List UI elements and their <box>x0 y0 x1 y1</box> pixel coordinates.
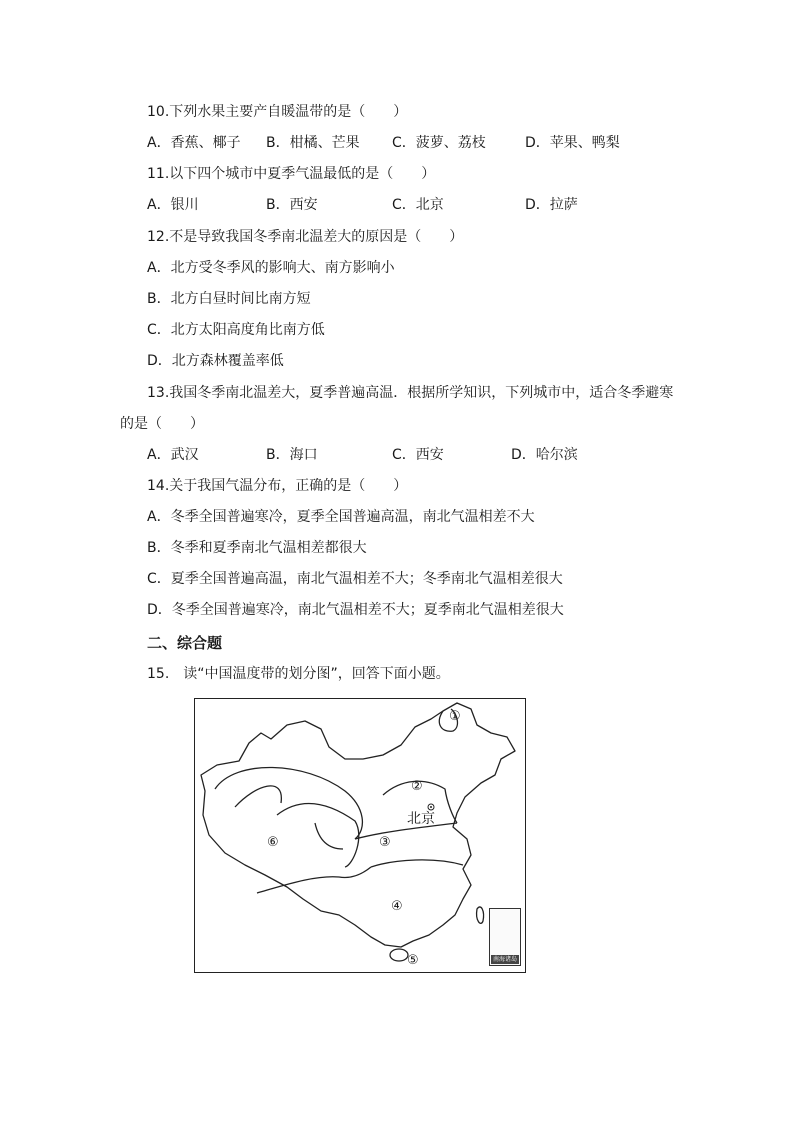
china-outline <box>201 703 515 947</box>
q10-option-a: A．香蕉、椰子 <box>147 135 241 151</box>
zone-label-6: ⑥ <box>267 835 279 850</box>
zone-label-3: ③ <box>379 835 391 850</box>
zone-line-3 <box>277 804 359 867</box>
zone-label-4: ④ <box>391 899 403 914</box>
question-13-stem: 13.我国冬季南北温差大，夏季普遍高温．根据所学知识，下列城市中，适合冬季避寒 <box>147 385 674 401</box>
question-14-stem: 14.关于我国气温分布，正确的是（ ） <box>147 478 408 494</box>
q12-option-a: A．北方受冬季风的影响大、南方影响小 <box>147 260 395 276</box>
south-china-sea-inset <box>489 908 521 966</box>
q10-option-b: B．柑橘、芒果 <box>266 135 360 151</box>
zone-line-5 <box>355 823 457 839</box>
question-15-stem: 15. 读“中国温度带的划分图”，回答下面小题。 <box>147 666 450 682</box>
question-12-stem: 12.不是导致我国冬季南北温差大的原因是（ ） <box>147 229 464 245</box>
q11-option-b: B．西安 <box>266 197 318 213</box>
zone-label-2: ② <box>411 779 423 794</box>
q13-option-d: D．哈尔滨 <box>511 447 578 463</box>
zone-line-2 <box>235 786 281 807</box>
q10-option-c: C．菠萝、荔枝 <box>392 135 486 151</box>
q14-option-b: B．冬季和夏季南北气温相差都很大 <box>147 540 367 556</box>
q12-option-b: B．北方白昼时间比南方短 <box>147 291 311 307</box>
taiwan-island <box>477 907 484 923</box>
q14-option-d: D．冬季全国普遍寒冷，南北气温相差不大；夏季南北气温相差很大 <box>147 602 564 618</box>
question-13-stem-cont: 的是（ ） <box>120 416 204 432</box>
zone-line-7 <box>371 860 463 867</box>
question-11-stem: 11.以下四个城市中夏季气温最低的是（ ） <box>147 166 436 182</box>
china-temperature-zone-map <box>194 698 526 973</box>
city-label-beijing: 北京 <box>407 811 435 827</box>
inset-label: 南海诸岛 <box>492 956 517 963</box>
hainan-island <box>390 949 408 961</box>
q10-option-d: D．苹果、鸭梨 <box>525 135 620 151</box>
q13-option-c: C．西安 <box>392 447 444 463</box>
zone-label-5: ⑤ <box>407 953 419 968</box>
q14-option-c: C．夏季全国普遍高温，南北气温相差不大；冬季南北气温相差很大 <box>147 571 563 587</box>
question-10-stem: 10.下列水果主要产自暖温带的是（ ） <box>147 104 408 120</box>
q13-option-a: A．武汉 <box>147 447 199 463</box>
q14-option-a: A．冬季全国普遍寒冷，夏季全国普遍高温，南北气温相差不大 <box>147 509 535 525</box>
q12-option-c: C．北方太阳高度角比南方低 <box>147 322 325 338</box>
q12-option-d: D．北方森林覆盖率低 <box>147 353 284 369</box>
q11-option-c: C．北京 <box>392 197 444 213</box>
zone-line-1 <box>215 767 362 839</box>
section-title: 二、综合题 <box>147 634 223 652</box>
zone-line-4 <box>315 823 343 849</box>
q13-option-b: B．海口 <box>266 447 318 463</box>
map-drawing <box>195 699 525 972</box>
q11-option-d: D．拉萨 <box>525 197 578 213</box>
q11-option-a: A．银川 <box>147 197 199 213</box>
zone-label-1: ① <box>449 709 461 724</box>
